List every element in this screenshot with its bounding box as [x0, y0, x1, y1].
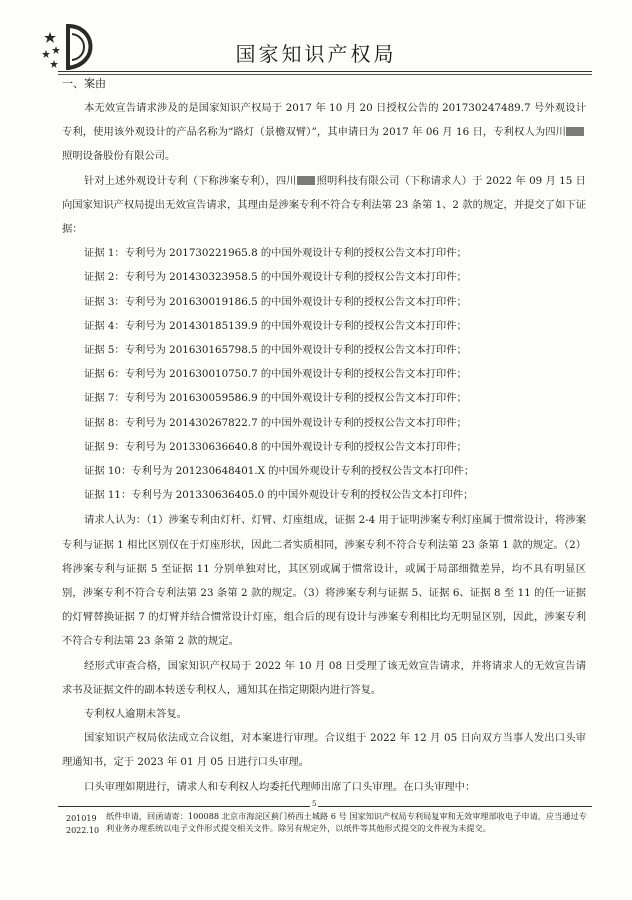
paragraph-case-background: [62, 96, 586, 169]
paragraph-text: 照明科技有限公司（下称请求人）于 2022 年 09 月 15 日向国家知识产权局提出无效宣告请求，其理由是涉案专利不符合专利法第 23 条第 1、2 款的规定，并提交了如下证据：: [62, 174, 586, 236]
paragraph-request: [62, 169, 586, 242]
paragraph-text: 针对上述外观设计专利（下称涉案专利），四川: [84, 174, 297, 187]
paragraph-panel: 国家知识产权局依法成立合议组，对本案进行审理。合议组于 2022 年 12 月 05 日向双方当事人发出口头审理通知书，定于 2023 年 01 月 05 日进行口头审理。: [62, 732, 586, 769]
document-body: [62, 96, 586, 799]
evidence-item: 证据 1：专利号为 201730221965.8 的中国外观设计专利的授权公告文本打印件；: [84, 247, 467, 260]
evidence-item: 证据 3：专利号为 201630019186.5 的中国外观设计专利的授权公告文本打印件；: [84, 295, 467, 308]
evidence-item: 证据 11：专利号为 201330636405.0 的中国外观设计专利的授权公告文本打印件；: [84, 489, 474, 502]
paragraph-acceptance: 经形式审查合格，国家知识产权局于 2022 年 10 月 08 日受理了该无效宣告请求，并将请求人的无效宣告请求书及证据文件的副本转送专利权人，通知其在指定期限内进行答复。: [62, 659, 586, 696]
paragraph-no-reply: 专利权人逾期未答复。: [84, 708, 187, 721]
paragraph-oral-hearing: 口头审理如期进行，请求人和专利权人均委托代理师出席了口头审理。在口头审理中：: [84, 780, 476, 793]
evidence-item: 证据 2：专利号为 201430323958.5 的中国外观设计专利的授权公告文本打印件；: [84, 271, 467, 284]
evidence-item: 证据 6：专利号为 201630010750.7 的中国外观设计专利的授权公告文本打印件；: [84, 368, 467, 381]
evidence-item: 证据 5：专利号为 201630165798.5 的中国外观设计专利的授权公告文本打印件；: [84, 344, 467, 357]
header-divider-thin: [58, 74, 592, 75]
evidence-item: 证据 8：专利号为 201430267822.7 的中国外观设计专利的授权公告文本打印件；: [84, 416, 467, 429]
footer-note: 纸件申请，回函请寄：100088 北京市海淀区蓟门桥西土城路 6 号 国家知识产权局专利局复审和无效审理部收电子申请，应当通过专利业务办理系统以电子文件形式提交相关文件。除另有规定外，以纸件等其他形式提交的文件视为未提交。: [106, 811, 587, 833]
evidence-item: 证据 9：专利号为 201330636640.8 的中国外观设计专利的授权公告文本打印件；: [84, 440, 467, 453]
header-divider: [58, 71, 592, 72]
paragraph-text: 照明设备股份有限公司。: [62, 150, 176, 163]
evidence-item: 证据 10：专利号为 201230648401.X 的中国外观设计专利的授权公告文本打印件；: [84, 465, 475, 478]
evidence-item: 证据 7：专利号为 201630059586.9 的中国外观设计专利的授权公告文本打印件；: [84, 392, 467, 405]
evidence-item: 证据 4：专利号为 201430185139.9 的中国外观设计专利的授权公告文本打印件；: [84, 319, 467, 332]
form-code-line: 201019: [66, 814, 97, 823]
page-number: 5: [312, 800, 317, 808]
redaction-mark: [566, 127, 584, 136]
redaction-mark: [297, 176, 315, 185]
section-heading: 一、案由: [62, 77, 106, 90]
footer-divider: [58, 806, 592, 807]
paragraph-text: 本无效宣告请求涉及的是国家知识产权局于 2017 年 10 月 20 日授权公告的 201730247489.7 号外观设计专利，使用该外观设计的产品名称为“路灯（景檐双臂）”，其申请日为 2017 年 06 月 16 日，专利权人为四川: [62, 102, 586, 139]
form-code-line: 2022.10: [66, 826, 100, 835]
form-code: [66, 813, 99, 837]
office-title: 国家知识产权局: [235, 42, 397, 66]
paragraph-requester-arguments: 请求人认为：（1）涉案专利由灯杆、灯臂、灯座组成，证据 2-4 用于证明涉案专利灯座属于惯常设计，将涉案专利与证据 1 相比区别仅在于灯座形状，因此二者实质相同，涉案专利不符合专利法第 23 条第 1 款的规定。（2）将涉案专利与证据 5 至证据 11 分别单独对比，其区别或属于惯常设计，或属于局部细微差异，均不具有明显区别，涉案专利不符合专利法第 23 条第 2 款的规定。（3）将涉案专利与证据 5、证据 6、证据 8 至 11 的任一证据的灯臂替换证据 7 的灯臂并结合惯常设计灯座，组合后的现有设计与涉案专利相比均无明显区别，因此，涉案专利不符合专利法第 23 条第 2 款的规定。: [62, 514, 586, 648]
